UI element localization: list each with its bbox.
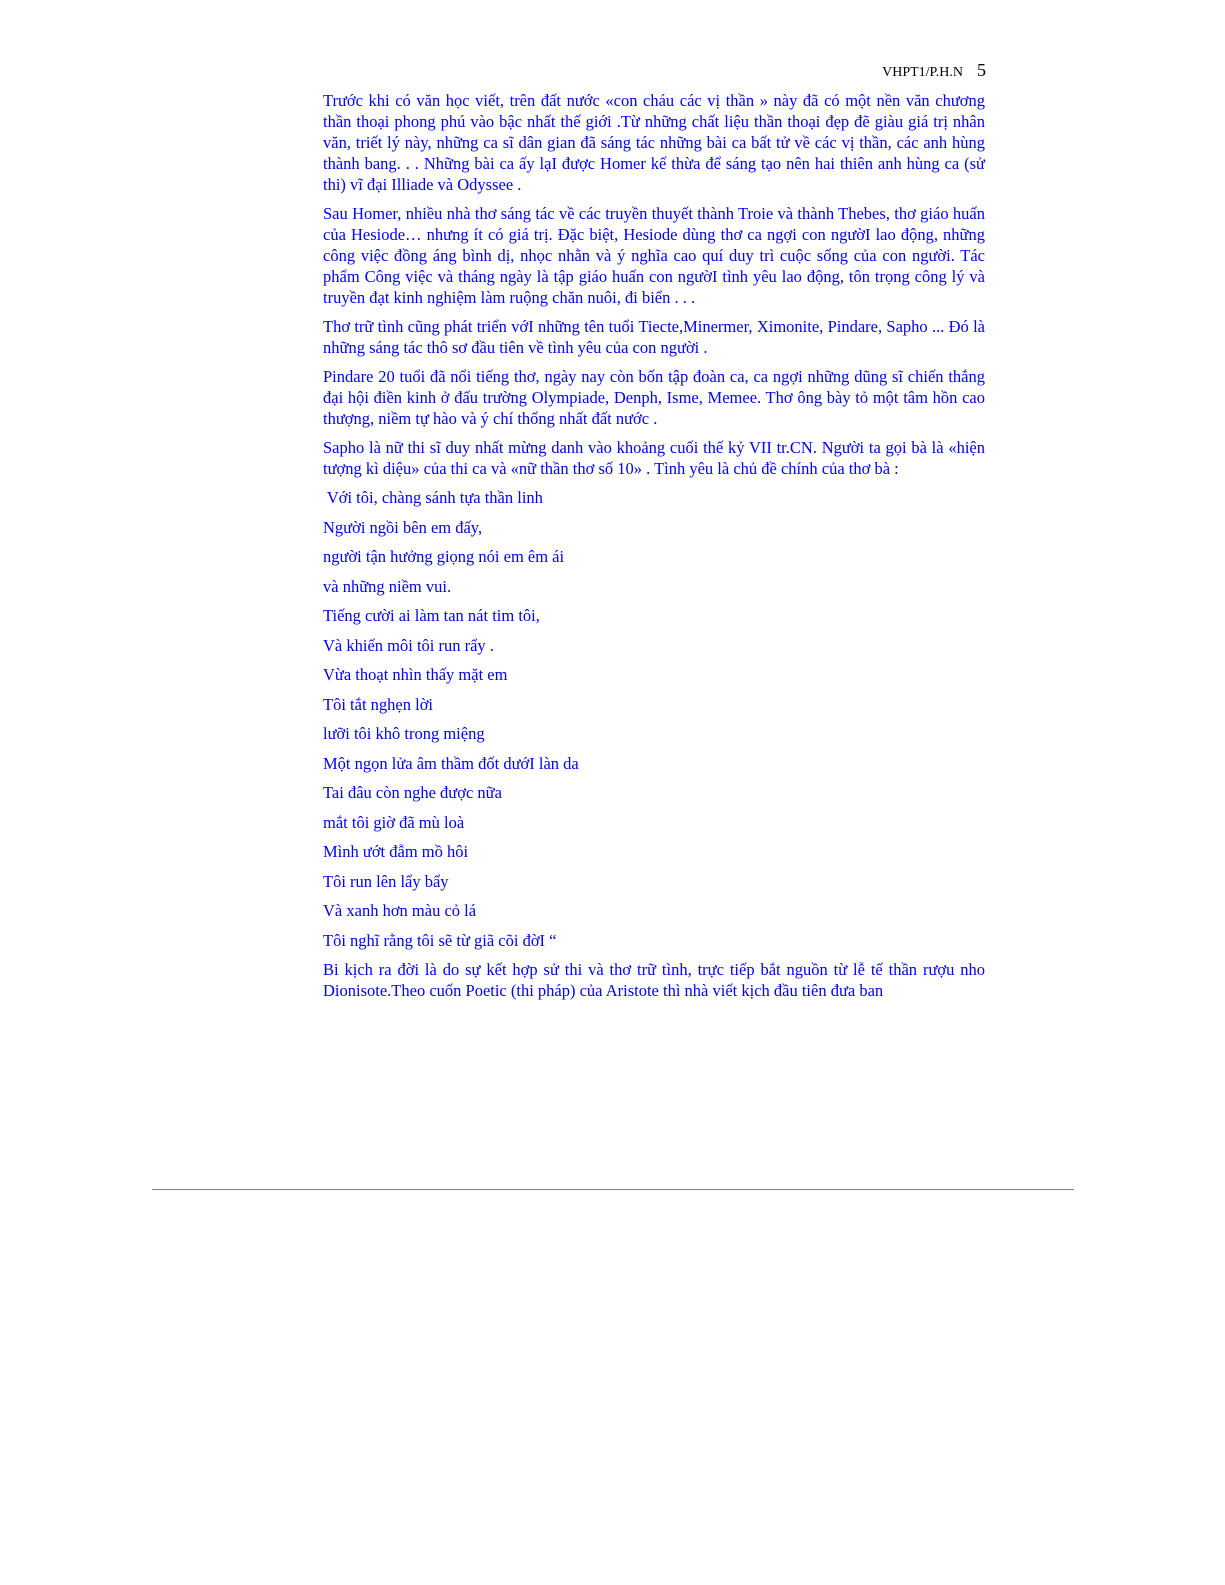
poem-line: Tiếng cười ai làm tan nát tim tôi, — [323, 606, 540, 625]
running-head: VHPT1/P.H.N — [882, 65, 963, 80]
poem-line: Và khiến môi tôi run rẩy . — [323, 635, 494, 655]
poem-line: Tai đâu còn nghe được nữa — [323, 783, 502, 802]
poem-line: mắt tôi giờ đã mù loà — [323, 812, 465, 832]
paragraph: Thơ trữ tình cũng phát triển vớI những tên tuổi Tiecte,Minermer, Ximonite, Pindare, Sapho ... Đó là những sáng tác thô sơ đầu tiên về tình yêu của con người . — [323, 317, 985, 357]
poem-line: Người ngồi bên em đấy, — [323, 517, 483, 537]
poem-line: Vừa thoạt nhìn thấy mặt em — [323, 665, 508, 684]
paragraph: Bi kịch ra đời là do sự kết hợp sử thi và thơ trữ tình, trực tiếp bắt nguồn từ lễ tế thần rượu nho Dionisote.Theo cuốn Poetic (thi pháp) của Aristote thì nhà viết kịch đầu tiên đưa ban — [323, 960, 985, 1000]
poem — [323, 487, 985, 951]
poem-line: lưỡi tôi khô trong miệng — [323, 724, 485, 743]
poem-line: Tôi run lên lẩy bẩy — [323, 871, 449, 891]
body-text — [323, 90, 985, 1009]
poem-line: người tận hưởng giọng nói em êm ái — [323, 547, 565, 566]
poem-line: và những niềm vui. — [323, 576, 452, 596]
footer-rule — [152, 1189, 1074, 1190]
poem-line: Tôi nghĩ rằng tôi sẽ từ giã cõi đờI “ — [323, 930, 557, 950]
paragraph: Pindare 20 tuổi đã nổi tiếng thơ, ngày nay còn bốn tập đoàn ca, ca ngợi những dũng sĩ chiến thắng đại hội điền kinh ở đấu trường Olympiade, Denph, Isme, Memee. Thơ ông bày tỏ một tâm hồn cao thượng, niềm tự hào và ý chí thống nhất đất nước . — [323, 367, 985, 428]
paragraph: Sau Homer, nhiều nhà thơ sáng tác về các truyền thuyết thành Troie và thành Thebes, thơ giáo huấn của Hesiode… nhưng ít có giá trị. Đặc biệt, Hesiode dùng thơ ca ngợi con ngườI lao động, những công việc đồng áng bình dị, nhọc nhằn và ý nghĩa cao quí duy trì cuộc sống của con người. Tác phẩm Công việc và tháng ngày là tập giáo huấn con ngườI tình yêu lao động, tôn trọng công lý và truyền đạt kinh nghiệm làm ruộng chăn nuôi, đi biển . . . — [323, 204, 985, 307]
paragraph: Sapho là nữ thi sĩ duy nhất mừng danh vào khoảng cuối thế kỷ VII tr.CN. Người ta gọi bà là «hiện tượng kì diệu» của thi ca và «nữ thần thơ số 10» . Tình yêu là chủ đề chính của thơ bà : — [323, 438, 985, 478]
poem-line: Một ngọn lửa âm thầm đốt dướI làn da — [323, 753, 579, 773]
poem-line: Và xanh hơn màu cỏ lá — [323, 901, 477, 920]
poem-line: Mình ướt đẫm mồ hôi — [323, 842, 469, 861]
page-number: 5 — [977, 60, 986, 80]
poem-line: Tôi tắt nghẹn lời — [323, 694, 433, 714]
page-header — [860, 60, 986, 81]
poem-line: Với tôi, chàng sánh tựa thần linh — [323, 488, 543, 507]
paragraph: Trước khi có văn học viết, trên đất nước «con cháu các vị thần » này đã có một nền văn chương thần thoại phong phú vào bậc nhất thế giới .Từ những chất liệu thần thoại đẹp đẽ giàu giá trị nhân văn, triết lý này, những ca sĩ dân gian đã sáng tác những bài ca bất tử về các vị thần, các anh hùng thành bang. . . Những bài ca ấy lạI được Homer kế thừa để sáng tạo nên hai thiên anh hùng ca (sử thi) vĩ đại Illiade và Odyssee . — [323, 91, 985, 194]
